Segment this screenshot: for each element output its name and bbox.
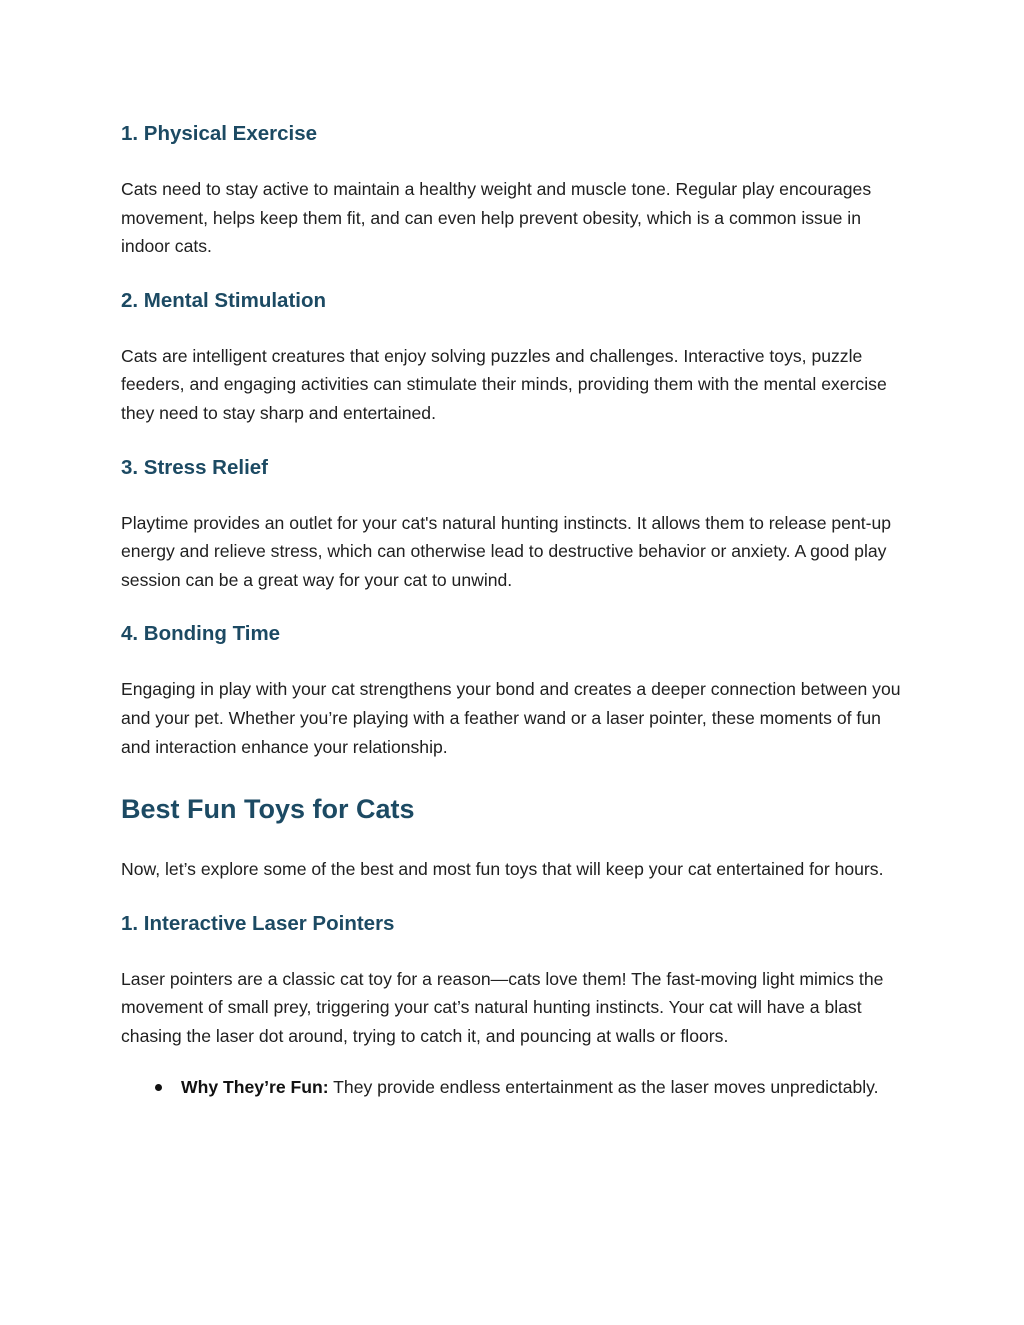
toy-heading-laser-pointers: 1. Interactive Laser Pointers bbox=[121, 911, 395, 935]
list-item bbox=[121, 1073, 881, 1102]
section-heading-physical-exercise: 1. Physical Exercise bbox=[121, 122, 318, 145]
toy-body-laser-pointers: Laser pointers are a classic cat toy for a reason—cats love them! The fast-moving light mimics the movement of small prey, triggering your cat’s natural hunting instincts. Your cat will have a blast chasing the laser dot around, trying to catch it, and pouncing at walls or floors. bbox=[121, 968, 884, 1046]
section-body-physical-exercise: Cats need to stay active to maintain a healthy weight and muscle tone. Regular play encourages movement, helps keep them fit, and can even help prevent obesity, which is a common issue in indoor cats. bbox=[121, 179, 872, 257]
toys-section-title: Best Fun Toys for Cats bbox=[121, 794, 415, 825]
section-body-stress-relief: Playtime provides an outlet for your cat's natural hunting instincts. It allows them to release pent-up energy and relieve stress, which can otherwise lead to destructive behavior or anxiety. A good play session can be a great way for your cat to unwind. bbox=[121, 512, 892, 590]
bullet-text: They provide endless entertainment as the laser moves unpredictably. bbox=[328, 1076, 879, 1097]
toys-section-intro: Now, let’s explore some of the best and most fun toys that will keep your cat entertained for hours. bbox=[121, 859, 884, 880]
section-heading-stress-relief: 3. Stress Relief bbox=[121, 455, 268, 479]
section-body-bonding-time: Engaging in play with your cat strengthens your bond and creates a deeper connection between you and your pet. Whether you’re playing with a feather wand or a laser pointer, these moments of fun and interaction enhance your relationship. bbox=[121, 679, 901, 757]
section-body-mental-stimulation: Cats are intelligent creatures that enjoy solving puzzles and challenges. Interactive toys, puzzle feeders, and engaging activities can stimulate their minds, providing them with the mental exercise they need to stay sharp and entertained. bbox=[121, 345, 887, 423]
section-heading-mental-stimulation: 2. Mental Stimulation bbox=[121, 288, 327, 312]
section-heading-bonding-time: 4. Bonding Time bbox=[121, 622, 281, 646]
bullet-label: Why They’re Fun: bbox=[181, 1076, 329, 1097]
toy-bullet-list bbox=[121, 1073, 904, 1102]
bullet-icon bbox=[155, 1084, 162, 1091]
